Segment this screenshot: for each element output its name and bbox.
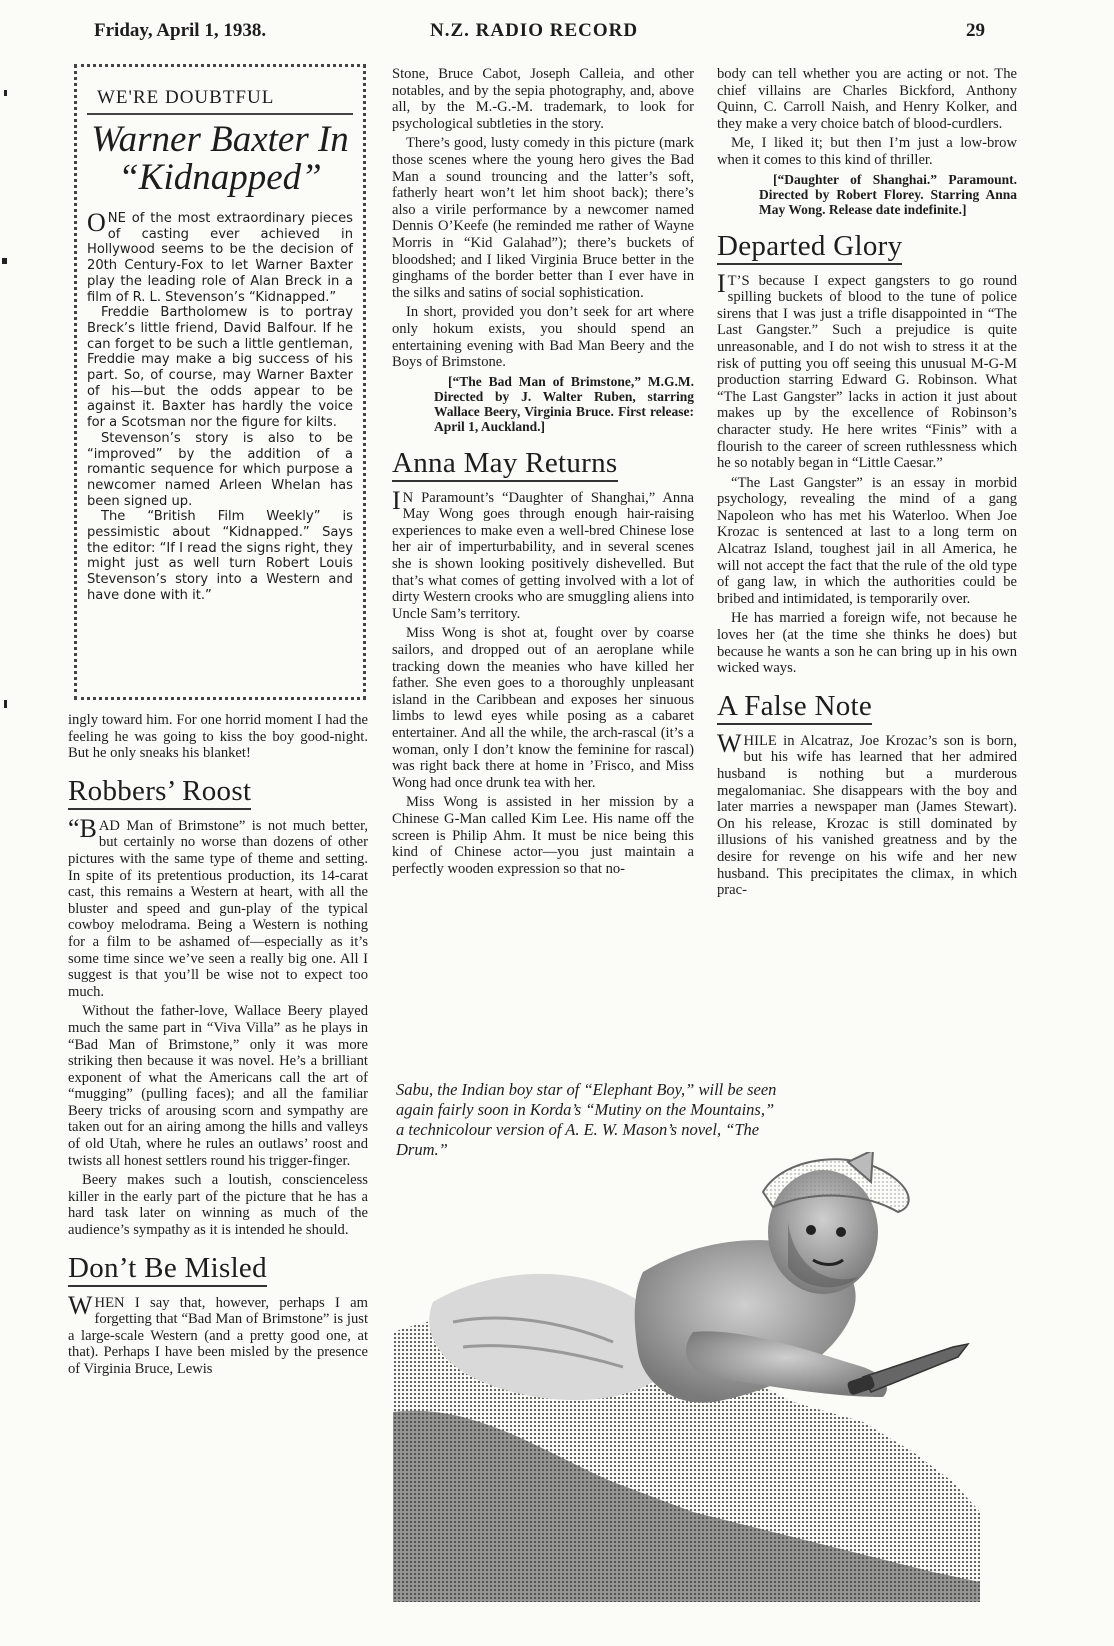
- paragraph: Stone, Bruce Cabot, Joseph Calleia, and other notables, and by the sepia photography, and, above all, by the M.-G.-M. trademark, to look for psychological subtleties in the story.: [392, 66, 694, 132]
- knife: [863, 1344, 968, 1392]
- eye: [836, 1227, 846, 1237]
- kicker-rule: [87, 113, 353, 115]
- scan-mark: [2, 258, 7, 264]
- paragraph: I T’S because I expect gangsters to go round spilling buckets of blood to the tune of police sirens that I was just a trifle disappointed in “The Last Gangster.” Such a prejudice is quite unreasonable, and I do not wish to stress it at the risk of putting you off seeing this unusual M-G-M production starring Edward G. Robinson. What “The Last Gangster” lacks in action it just about makes up by the excellence of Robinson’s character study. He here writes “Finis” with a flourish to the career of screen ruthlessness which he so notably began in “Little Caesar.”: [717, 268, 1017, 472]
- drop-cap: W: [68, 1290, 93, 1320]
- box-title: Warner Baxter In “Kidnapped”: [91, 119, 349, 198]
- paragraph: Miss Wong is assisted in her mission by a Chinese G-Man called Kim Lee. His name off the screen is Philip Ahm. It must be nice being this kind of Chinese actor—you just maintain a perfectly wooden expression so that no-: [392, 794, 694, 877]
- paragraph: WHILE in Alcatraz, Joe Krozac’s son is born, but his wife has learned that her admired husband is nothing but a murderous megalomaniac. She disappears with the boy and later marries a newspaper man (James Stewart). On his release, Krozac is still dominated by illusions of his vanished greatness and by the desire for revenge on his wife and her new husband. This precipitates the climax, in which prac-: [717, 728, 1017, 899]
- box-kicker: WE'RE DOUBTFUL: [97, 87, 275, 108]
- drop-cap: “B: [68, 813, 97, 843]
- eye: [806, 1225, 816, 1235]
- heading-robbers-roost: Robbers’ Roost: [68, 775, 251, 810]
- paragraph: “B AD Man of Brimstone” is not much better, but certainly no worse than dozens of other pictures with the same type of theme and setting. In spite of its pretentious production, its 14-carat cast, this remains a Western at heart, with all the bluster and speed and gun-play of the typical cowboy melodrama. Being a Western is nothing for a film to be ashamed of—especially as it’s some time since we’ve seen a really big one. All I suggest is that you’ll be wise not to expect too much.: [68, 813, 368, 1000]
- drop-cap: W: [717, 728, 742, 758]
- column-2: [392, 66, 694, 880]
- paragraph: There’s good, lusty comedy in this picture (mark those scenes where the young hero gives the Bad Man a sound trouncing and the latter’s soft, fatherly heart won’t let him shoot back); there’s also a virile performance by a newcomer named Dennis O’Keefe (he reminded me rather of Wayne Morris in “Kid Galahad”); there’s buckets of bloodshed; and I liked Virginia Bruce better in the ginghams of the border better than I ever have in the silks and satins of social sophistication.: [392, 135, 694, 301]
- paragraph: WHEN I say that, however, perhaps I am forgetting that “Bad Man of Brimstone” is just a large-scale Western (and a pretty good one, at that). Perhaps I have been misled by the presence of Virginia Bruce, Lewis: [68, 1290, 368, 1377]
- paragraph: “The Last Gangster” is an essay in morbid psychology, revealing the mind of a gang Napoleon who has met his Waterloo. When Joe Krozac is sentenced at last to a long term on Alcatraz Island, toughest jail in all America, he will not accept the fact that the rule of the old type of gang law, in which the authorities could be bribed and intimidated, is temporarily over.: [717, 474, 1017, 607]
- scan-mark: [4, 700, 7, 708]
- scan-mark: [4, 90, 7, 96]
- page-number: 29: [966, 20, 985, 41]
- film-credits: [“Daughter of Shanghai.” Paramount. Directed by Robert Florey. Starring Anna May Wong. Release date indefinite.]: [759, 171, 1017, 217]
- photo-caption: Sabu, the Indian boy star of “Elephant Boy,” will be seen again fairly soon in Korda’s “Mutiny on the Mountains,” a technicolour version of A. E. W. Mason’s novel, “The Drum.”: [396, 1080, 777, 1159]
- sabu-photo: [393, 1152, 980, 1602]
- masthead: N.Z. RADIO RECORD: [430, 20, 639, 41]
- box-paragraph: Freddie Bartholomew is to portray Breck’s little friend, David Balfour. If he can forget to be such a little gentleman, Freddie may make a big success of his part. So, of course, may Warner Baxter of his—but the odds appear to be against it. Baxter has hardly the voice for a Scotsman nor the figure for kilts.: [87, 305, 353, 431]
- paragraph: In short, provided you don’t seek for art where only hokum exists, you should spend an entertaining evening with Bad Man Beery and the Boys of Brimstone.: [392, 304, 694, 371]
- box-body: [87, 208, 353, 604]
- film-credits: [“The Bad Man of Brimstone,” M.G.M. Directed by J. Walter Ruben, starring Wallace Beery, Virginia Bruce. First release: April 1, Auckland.]: [434, 373, 694, 434]
- box-paragraph: Stevenson’s story is also to be “improved” by the addition of a romantic sequence for which purpose a newcomer named Arleen Whelan has been signed up.: [87, 430, 353, 509]
- paragraph: body can tell whether you are acting or not. The chief villains are Charles Bickford, Anthony Quinn, C. Carroll Naish, and Henry Kolker, and they make a very choice batch of blood-curdlers.: [717, 66, 1017, 132]
- issue-date: Friday, April 1, 1938.: [94, 20, 267, 41]
- column-3: [717, 66, 1017, 902]
- box-paragraph: The “British Film Weekly” is pessimistic about “Kidnapped.” Says the editor: “If I read the signs right, they might just as well turn Robert Louis Stevenson’s story into a Western and have done with it.”: [87, 509, 353, 603]
- drop-cap: O: [87, 208, 106, 237]
- heading-departed-glory: Departed Glory: [717, 230, 902, 265]
- paragraph: ingly toward him. For one horrid moment I had the feeling he was going to kiss the boy good-night. But he only sneaks his blanket!: [68, 712, 368, 762]
- paragraph: He has married a foreign wife, not because he loves her (at the time she thinks he does) but because he wants a son he can bring up in his own wicked ways.: [717, 610, 1017, 677]
- paragraph: Beery makes such a loutish, conscienceless killer in the early part of the picture that he has a hard task later on winning as much of the audience’s sympathy as it is intended he should.: [68, 1172, 368, 1239]
- drop-cap: I: [392, 485, 401, 515]
- heading-a-false-note: A False Note: [717, 690, 872, 725]
- paragraph: Miss Wong is shot at, fought over by coarse sailors, and dropped out of an aeroplane while tracking down the meanies who have killed her father. She even goes to a thoroughly unpleasant island in the Caribbean and exposes her sinuous limbs to lewd eyes while posing as a cabaret entertainer. And all the while, the arch-rascal (it’s a woman, only I don’t know the feminine for rascal) was right back there at home in ’Frisco, and Miss Wong had once drunk tea with her.: [392, 625, 694, 791]
- heading-anna-may-returns: Anna May Returns: [392, 447, 618, 482]
- box-paragraph: ONE of the most extraordinary pieces of casting ever achieved in Hollywood seems to be the decision of 20th Century-Fox to let Warner Baxter play the leading role of Alan Breck in a film of R. L. Stevenson’s “Kidnapped.”: [87, 208, 353, 305]
- paragraph: Me, I liked it; but then I’m just a low-brow when it comes to this kind of thriller.: [717, 135, 1017, 168]
- drop-cap: I: [717, 268, 726, 298]
- column-1: [68, 712, 368, 1381]
- paragraph: I N Paramount’s “Daughter of Shanghai,” Anna May Wong goes through enough hair-raising experiences to make even a well-bred Chinese lose her air of imperturbability, and in several scenes she is shown looking positively dishevelled. But that’s what comes of getting involved with a lot of dirty Western crooks who are smuggling aliens into Uncle Sam’s territory.: [392, 485, 694, 622]
- kidnapped-box: [74, 64, 366, 700]
- paragraph: Without the father-love, Wallace Beery played much the same part in “Viva Villa” as he plays in “Bad Man of Brimstone,” only it was more striking then because it was novel. He’s a brilliant exponent of what the Americans call the art of “mugging” (pulling faces); and all the familiar Beery tricks of arousing scorn and sympathy are taken out for an airing among the hills and valleys of old Utah, where he rules an outlaws’ roost and twists all honest settlers round his trigger-finger.: [68, 1003, 368, 1169]
- heading-dont-be-misled: Don’t Be Misled: [68, 1252, 267, 1287]
